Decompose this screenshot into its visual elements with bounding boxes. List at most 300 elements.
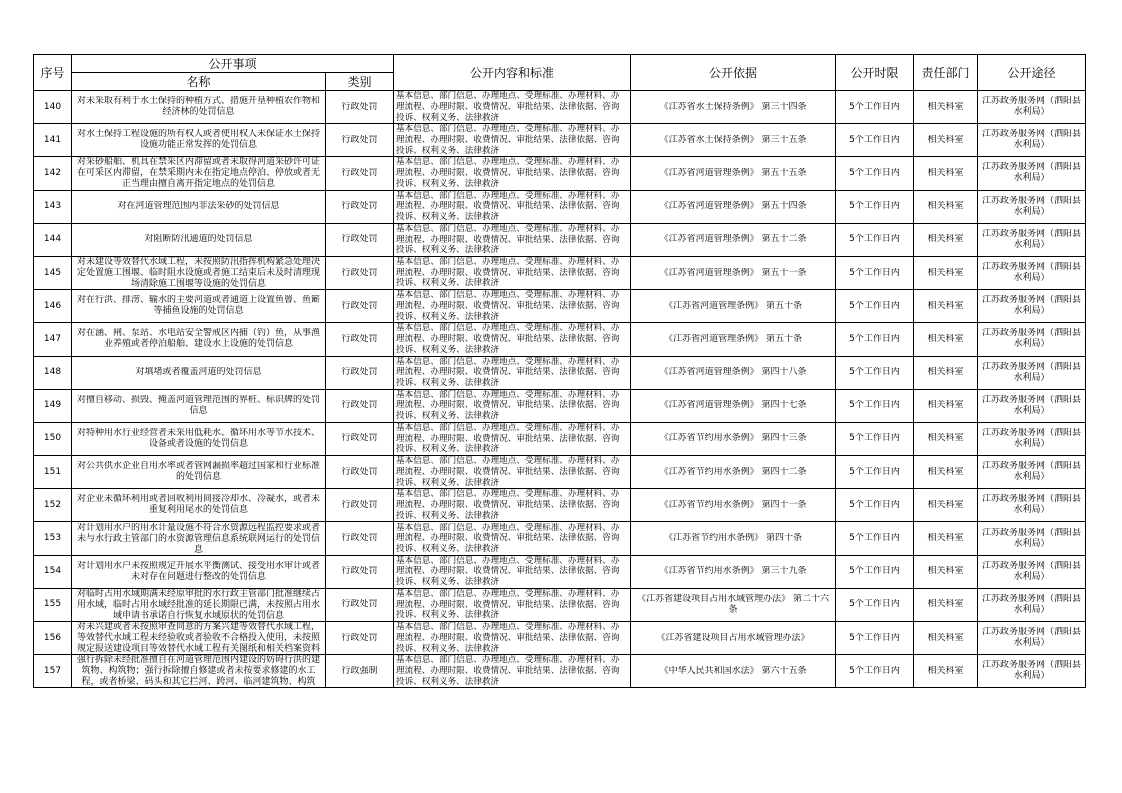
row-dept-cell [914, 588, 978, 621]
row-basis-cell [631, 91, 836, 124]
table-row [34, 588, 1086, 621]
row-channel-cell [978, 655, 1086, 688]
row-dept: 相关科室 [927, 167, 964, 178]
row-content: 基本信息、部门信息、办理地点、受理标准、办理材料、办理流程、办理时限、收费情况、审批结果、法律依据、咨询投诉、权利义务、法律救济 [396, 223, 620, 256]
row-content-cell [394, 190, 631, 223]
row-dept-cell [914, 157, 978, 190]
row-channel-cell [978, 91, 1086, 124]
row-channel-cell [978, 124, 1086, 157]
row-dept-cell [914, 655, 978, 688]
row-seq: 150 [43, 433, 62, 444]
row-basis-cell [631, 422, 836, 455]
row-channel-cell [978, 489, 1086, 522]
row-channel-cell [978, 456, 1086, 489]
row-content-cell [394, 555, 631, 588]
row-time-cell [836, 290, 914, 323]
row-dept: 相关科室 [927, 333, 964, 344]
row-seq-cell [34, 555, 72, 588]
row-name-cell [72, 456, 326, 489]
row-content-cell [394, 522, 631, 555]
row-channel-cell [978, 190, 1086, 223]
row-time: 5个工作日内 [849, 632, 900, 643]
row-channel-cell [978, 157, 1086, 190]
row-time-cell [836, 256, 914, 289]
row-seq-cell [34, 124, 72, 157]
row-channel-cell [978, 290, 1086, 323]
row-category-cell [326, 157, 394, 190]
row-content: 基本信息、部门信息、办理地点、受理标准、办理材料、办理流程、办理时限、收费情况、审批结果、法律依据、咨询投诉、权利义务、法律救济 [396, 356, 620, 388]
row-time-cell [836, 422, 914, 455]
row-name: 对企业未循环利用或者回收利用间接冷却水、冷凝水，或者未重复利用尾水的处罚信息 [76, 494, 320, 516]
row-seq-cell [34, 588, 72, 621]
row-name-cell [72, 588, 326, 621]
disclosure-table [33, 54, 1086, 688]
row-channel: 江苏政务服务网（泗阳县水利局） [982, 660, 1082, 682]
row-name-cell [72, 389, 326, 422]
row-category-cell [326, 555, 394, 588]
row-basis: 《江苏省河道管理条例》 第五十一条 [659, 267, 807, 278]
row-name-cell [72, 91, 326, 124]
row-basis: 《江苏省节约用水条例》 第四十条 [664, 533, 802, 544]
row-channel: 江苏政务服务网（泗阳县水利局） [982, 295, 1082, 317]
row-time: 5个工作日内 [849, 400, 900, 411]
table-row [34, 256, 1086, 289]
row-basis-cell [631, 290, 836, 323]
row-category: 行政处罚 [341, 466, 378, 477]
row-name: 对临时占用水域期满未经原审批的水行政主管部门批准继续占用水域，临时占用水域经批准的延长期限已满，未按照占用水域申请书承诺自行恢复水域原状的处罚信息 [76, 588, 320, 621]
row-time: 5个工作日内 [849, 333, 900, 344]
row-content-cell [394, 389, 631, 422]
row-seq-cell [34, 356, 72, 389]
row-channel-cell [978, 422, 1086, 455]
row-name: 对在涵、闸、泵站、水电站安全警戒区内捕（钓）鱼，从事渔业养殖或者停泊船舶、建设水上设施的处罚信息 [76, 328, 320, 350]
row-seq-cell [34, 223, 72, 256]
table-row [34, 323, 1086, 356]
row-dept-cell [914, 356, 978, 389]
row-dept: 相关科室 [927, 267, 964, 278]
row-name: 对未采取有利于水土保持的种植方式、措施开垦种植农作物和经济林的处罚信息 [76, 96, 320, 118]
row-dept: 相关科室 [927, 533, 964, 544]
row-basis-cell [631, 489, 836, 522]
row-channel: 江苏政务服务网（泗阳县水利局） [982, 195, 1082, 217]
row-category: 行政处罚 [341, 267, 378, 278]
row-name: 对特种用水行业经营者未采用低耗水、循环用水等节水技术、设备或者设施的处罚信息 [76, 427, 320, 449]
row-channel-cell [978, 223, 1086, 256]
row-category-cell [326, 124, 394, 157]
row-name: 对在河道管理范围内非法采砂的处罚信息 [117, 201, 280, 212]
row-dept-cell [914, 124, 978, 157]
row-time-cell [836, 223, 914, 256]
row-time-cell [836, 323, 914, 356]
row-channel: 江苏政务服务网（泗阳县水利局） [982, 494, 1082, 516]
row-time: 5个工作日内 [849, 201, 900, 212]
row-name: 对采砂船舶、机具在禁采区内滞留或者未取得河道采砂许可证在可采区内滞留，在禁采期内未在指定地点停泊、停放或者无正当理由擅自离开指定地点的处罚信息 [76, 157, 320, 190]
row-channel-cell [978, 522, 1086, 555]
row-name: 对在行洪、排涝、输水的主要河道或者通道上设置鱼罾、鱼簖等捕鱼设施的处罚信息 [76, 295, 320, 317]
row-category-cell [326, 522, 394, 555]
row-dept-cell [914, 190, 978, 223]
row-seq-cell [34, 422, 72, 455]
row-name-cell [72, 489, 326, 522]
row-basis: 《江苏省建设项目占用水域管理办法》 第二十六条 [637, 593, 829, 615]
row-basis: 《江苏省河道管理条例》 第五十五条 [659, 167, 807, 178]
row-category-cell [326, 655, 394, 688]
row-dept-cell [914, 223, 978, 256]
row-dept-cell [914, 555, 978, 588]
row-basis-cell [631, 622, 836, 655]
row-dept: 相关科室 [927, 566, 964, 577]
row-time-cell [836, 655, 914, 688]
row-dept-cell [914, 290, 978, 323]
row-basis: 《江苏省水土保持条例》 第三十四条 [659, 101, 807, 112]
row-time: 5个工作日内 [849, 234, 900, 245]
row-dept: 相关科室 [927, 466, 964, 477]
row-channel: 江苏政务服务网（泗阳县水利局） [982, 328, 1082, 350]
row-name-cell [72, 555, 326, 588]
row-category: 行政处罚 [341, 201, 378, 212]
table-row [34, 190, 1086, 223]
row-category: 行政处罚 [341, 300, 378, 311]
row-name: 强行拆除未经批准擅自在河道管理范围内建设的妨碍行洪的建筑物、构筑物；强行拆除擅自修建或者未按要求修建的水工程，或者桥梁、码头和其它拦河、跨河、临河建筑物、构筑 [76, 655, 320, 688]
row-category: 行政处罚 [341, 433, 378, 444]
row-category-cell [326, 422, 394, 455]
row-time-cell [836, 91, 914, 124]
row-time-cell [836, 124, 914, 157]
row-dept-cell [914, 489, 978, 522]
row-basis-cell [631, 655, 836, 688]
row-dept: 相关科室 [927, 134, 964, 145]
row-channel-cell [978, 622, 1086, 655]
table-row [34, 356, 1086, 389]
row-dept: 相关科室 [927, 665, 964, 676]
row-channel: 江苏政务服务网（泗阳县水利局） [982, 162, 1082, 184]
row-category: 行政处罚 [341, 367, 378, 378]
row-category: 行政处罚 [341, 134, 378, 145]
row-content: 基本信息、部门信息、办理地点、受理标准、办理材料、办理流程、办理时限、收费情况、审批结果、法律依据、咨询投诉、权利义务、法律救济 [396, 622, 620, 654]
table-row [34, 522, 1086, 555]
row-content: 基本信息、部门信息、办理地点、受理标准、办理材料、办理流程、办理时限、收费情况、审批结果、法律依据、咨询投诉、权利义务、法律救济 [396, 323, 620, 355]
header-time: 公开时限 [836, 55, 914, 91]
row-time-cell [836, 456, 914, 489]
row-content-cell [394, 655, 631, 688]
row-seq-cell [34, 190, 72, 223]
row-category-cell [326, 323, 394, 356]
row-basis-cell [631, 323, 836, 356]
table-row [34, 555, 1086, 588]
table-row [34, 655, 1086, 688]
row-time: 5个工作日内 [849, 167, 900, 178]
table-row [34, 290, 1086, 323]
row-basis-cell [631, 555, 836, 588]
row-time-cell [836, 522, 914, 555]
row-content-cell [394, 323, 631, 356]
row-name-cell [72, 522, 326, 555]
row-content: 基本信息、部门信息、办理地点、受理标准、办理材料、办理流程、办理时限、收费情况、审批结果、法律依据、咨询投诉、权利义务、法律救济 [396, 257, 620, 289]
row-name-cell [72, 157, 326, 190]
header-public-item: 公开事项 [72, 55, 394, 73]
header-category: 类别 [326, 73, 394, 91]
row-category: 行政处罚 [341, 101, 378, 112]
row-dept: 相关科室 [927, 499, 964, 510]
row-name-cell [72, 622, 326, 655]
row-seq-cell [34, 290, 72, 323]
row-category-cell [326, 588, 394, 621]
row-basis: 《江苏省水土保持条例》 第三十五条 [659, 134, 807, 145]
row-content: 基本信息、部门信息、办理地点、受理标准、办理材料、办理流程、办理时限、收费情况、审批结果、法律依据、咨询投诉、权利义务、法律救济 [396, 456, 620, 488]
header-name: 名称 [72, 73, 326, 91]
table-row [34, 124, 1086, 157]
row-basis: 《江苏省河道管理条例》 第四十七条 [659, 400, 807, 411]
row-seq: 143 [43, 201, 62, 212]
row-time-cell [836, 555, 914, 588]
row-channel: 江苏政务服务网（泗阳县水利局） [982, 593, 1082, 615]
row-dept-cell [914, 456, 978, 489]
row-name: 对填堵或者覆盖河道的处罚信息 [135, 367, 262, 378]
row-dept: 相关科室 [927, 234, 964, 245]
row-channel-cell [978, 588, 1086, 621]
table-row [34, 91, 1086, 124]
row-seq: 141 [43, 134, 62, 145]
row-dept: 相关科室 [927, 101, 964, 112]
row-seq: 152 [43, 499, 62, 510]
row-seq: 156 [43, 632, 62, 643]
row-time: 5个工作日内 [849, 101, 900, 112]
row-content-cell [394, 290, 631, 323]
row-name-cell [72, 256, 326, 289]
row-dept: 相关科室 [927, 400, 964, 411]
row-content-cell [394, 256, 631, 289]
row-content: 基本信息、部门信息、办理地点、受理标准、办理材料、办理流程、办理时限、收费情况、审批结果、法律依据、咨询投诉、权利义务、法律救济 [396, 157, 620, 189]
row-dept-cell [914, 622, 978, 655]
row-seq: 145 [43, 267, 62, 278]
row-channel: 江苏政务服务网（泗阳县水利局） [982, 627, 1082, 649]
row-content: 基本信息、部门信息、办理地点、受理标准、办理材料、办理流程、办理时限、收费情况、审批结果、法律依据、咨询投诉、权利义务、法律救济 [396, 655, 620, 687]
row-basis: 《中华人民共和国水法》 第六十五条 [659, 665, 807, 676]
row-seq-cell [34, 323, 72, 356]
row-seq: 140 [43, 101, 62, 112]
row-seq: 151 [43, 466, 62, 477]
row-category: 行政处罚 [341, 400, 378, 411]
row-time: 5个工作日内 [849, 267, 900, 278]
row-content-cell [394, 422, 631, 455]
row-category-cell [326, 91, 394, 124]
row-category-cell [326, 622, 394, 655]
row-content-cell [394, 456, 631, 489]
row-basis-cell [631, 356, 836, 389]
table-row [34, 622, 1086, 655]
row-time: 5个工作日内 [849, 533, 900, 544]
row-seq-cell [34, 622, 72, 655]
row-dept-cell [914, 389, 978, 422]
row-category: 行政处罚 [341, 333, 378, 344]
row-seq-cell [34, 157, 72, 190]
row-content-cell [394, 356, 631, 389]
row-channel: 江苏政务服务网（泗阳县水利局） [982, 96, 1082, 118]
row-channel-cell [978, 356, 1086, 389]
row-basis: 《江苏省节约用水条例》 第四十一条 [659, 499, 807, 510]
row-seq-cell [34, 522, 72, 555]
row-dept: 相关科室 [927, 599, 964, 610]
row-basis-cell [631, 190, 836, 223]
row-basis: 《江苏省建设项目占用水域管理办法》 [656, 632, 810, 643]
header-channel: 公开途径 [978, 55, 1086, 91]
row-content: 基本信息、部门信息、办理地点、受理标准、办理材料、办理流程、办理时限、收费情况、审批结果、法律依据、咨询投诉、权利义务、法律救济 [396, 389, 620, 422]
row-dept-cell [914, 323, 978, 356]
row-category-cell [326, 456, 394, 489]
row-basis-cell [631, 223, 836, 256]
row-name: 对阻断防汛通道的处罚信息 [144, 234, 253, 245]
table-row [34, 489, 1086, 522]
header-content: 公开内容和标准 [394, 55, 631, 91]
row-time-cell [836, 157, 914, 190]
row-basis: 《江苏省节约用水条例》 第四十三条 [659, 433, 807, 444]
row-basis-cell [631, 522, 836, 555]
row-dept: 相关科室 [927, 367, 964, 378]
row-content: 基本信息、部门信息、办理地点、受理标准、办理材料、办理流程、办理时限、收费情况、审批结果、法律依据、咨询投诉、权利义务、法律救济 [396, 124, 620, 156]
row-content: 基本信息、部门信息、办理地点、受理标准、办理材料、办理流程、办理时限、收费情况、审批结果、法律依据、咨询投诉、权利义务、法律救济 [396, 422, 620, 455]
row-basis-cell [631, 124, 836, 157]
row-seq-cell [34, 389, 72, 422]
row-category: 行政强制 [341, 665, 378, 676]
row-channel: 江苏政务服务网（泗阳县水利局） [982, 262, 1082, 284]
row-seq: 157 [43, 665, 62, 676]
row-content: 基本信息、部门信息、办理地点、受理标准、办理材料、办理流程、办理时限、收费情况、审批结果、法律依据、咨询投诉、权利义务、法律救济 [396, 555, 620, 588]
row-seq-cell [34, 655, 72, 688]
row-time-cell [836, 622, 914, 655]
row-content-cell [394, 91, 631, 124]
row-name: 对未建设等效替代水域工程，未按照防汛指挥机构紧急处理决定处置施工围堰、临时阻水设施或者施工结束后未及时清理现场清除施工围堰等设施的处罚信息 [76, 257, 320, 290]
row-basis-cell [631, 389, 836, 422]
row-time: 5个工作日内 [849, 599, 900, 610]
row-category: 行政处罚 [341, 234, 378, 245]
row-seq-cell [34, 256, 72, 289]
row-basis: 《江苏省河道管理条例》 第五十条 [664, 333, 802, 344]
row-seq: 146 [43, 300, 62, 311]
row-dept-cell [914, 256, 978, 289]
row-dept-cell [914, 91, 978, 124]
row-dept: 相关科室 [927, 201, 964, 212]
table-row [34, 389, 1086, 422]
row-name: 对计划用水户的用水计量设施不符合水资源远程监控要求或者未与水行政主管部门的水资源管理信息系统联网运行的处罚信息 [76, 522, 320, 555]
row-basis-cell [631, 456, 836, 489]
row-channel: 江苏政务服务网（泗阳县水利局） [982, 427, 1082, 449]
row-category: 行政处罚 [341, 533, 378, 544]
row-category: 行政处罚 [341, 599, 378, 610]
row-channel-cell [978, 323, 1086, 356]
row-basis: 《江苏省河道管理条例》 第五十二条 [659, 234, 807, 245]
row-basis-cell [631, 588, 836, 621]
row-basis: 《江苏省河道管理条例》 第四十八条 [659, 367, 807, 378]
row-content: 基本信息、部门信息、办理地点、受理标准、办理材料、办理流程、办理时限、收费情况、审批结果、法律依据、咨询投诉、权利义务、法律救济 [396, 290, 620, 322]
row-content: 基本信息、部门信息、办理地点、受理标准、办理材料、办理流程、办理时限、收费情况、审批结果、法律依据、咨询投诉、权利义务、法律救济 [396, 489, 620, 521]
table-row [34, 157, 1086, 190]
row-channel: 江苏政务服务网（泗阳县水利局） [982, 394, 1082, 416]
row-basis-cell [631, 157, 836, 190]
row-time: 5个工作日内 [849, 665, 900, 676]
row-seq: 155 [43, 599, 62, 610]
row-name-cell [72, 290, 326, 323]
row-content-cell [394, 622, 631, 655]
row-seq: 142 [43, 167, 62, 178]
row-name: 对擅自移动、损毁、掩盖河道管理范围的界桩、标识牌的处罚信息 [76, 394, 320, 416]
row-channel: 江苏政务服务网（泗阳县水利局） [982, 361, 1082, 383]
row-seq: 153 [43, 533, 62, 544]
row-name: 对计划用水户未按照规定开展水平衡测试、接受用水审计或者未对存在问题进行整改的处罚信息 [76, 560, 320, 582]
row-time: 5个工作日内 [849, 367, 900, 378]
row-time: 5个工作日内 [849, 566, 900, 577]
row-basis: 《江苏省节约用水条例》 第三十九条 [659, 566, 807, 577]
row-content: 基本信息、部门信息、办理地点、受理标准、办理材料、办理流程、办理时限、收费情况、审批结果、法律依据、咨询投诉、权利义务、法律救济 [396, 190, 620, 223]
row-time-cell [836, 356, 914, 389]
row-category-cell [326, 489, 394, 522]
row-category-cell [326, 356, 394, 389]
row-seq: 148 [43, 367, 62, 378]
row-dept: 相关科室 [927, 433, 964, 444]
row-content-cell [394, 124, 631, 157]
row-name-cell [72, 323, 326, 356]
row-category: 行政处罚 [341, 566, 378, 577]
row-category-cell [326, 223, 394, 256]
header-dept: 责任部门 [914, 55, 978, 91]
row-name: 对公共供水企业自用水率或者管网漏损率超过国家和行业标准的处罚信息 [76, 461, 320, 483]
row-dept: 相关科室 [927, 632, 964, 643]
row-channel: 江苏政务服务网（泗阳县水利局） [982, 461, 1082, 483]
row-category: 行政处罚 [341, 499, 378, 510]
row-channel-cell [978, 555, 1086, 588]
row-name: 对未兴建或者未按照审查同意的方案兴建等效替代水域工程，等效替代水域工程未经验收或者验收不合格投入使用，未按照规定报送建设项目等效替代水域工程有关图纸和相关档案资料 [76, 622, 320, 655]
row-time-cell [836, 190, 914, 223]
row-category-cell [326, 256, 394, 289]
row-channel: 江苏政务服务网（泗阳县水利局） [982, 129, 1082, 151]
row-seq: 149 [43, 400, 62, 411]
row-name-cell [72, 124, 326, 157]
row-channel: 江苏政务服务网（泗阳县水利局） [982, 228, 1082, 250]
table-row [34, 223, 1086, 256]
row-name: 对水土保持工程设施的所有权人或者使用权人未保证水土保持设施功能正常发挥的处罚信息 [76, 129, 320, 151]
row-seq-cell [34, 489, 72, 522]
row-time: 5个工作日内 [849, 433, 900, 444]
row-content: 基本信息、部门信息、办理地点、受理标准、办理材料、办理流程、办理时限、收费情况、审批结果、法律依据、咨询投诉、权利义务、法律救济 [396, 588, 620, 621]
row-time-cell [836, 389, 914, 422]
row-channel-cell [978, 256, 1086, 289]
row-seq: 147 [43, 333, 62, 344]
row-name-cell [72, 356, 326, 389]
row-content: 基本信息、部门信息、办理地点、受理标准、办理材料、办理流程、办理时限、收费情况、审批结果、法律依据、咨询投诉、权利义务、法律救济 [396, 91, 620, 123]
header-seq: 序号 [34, 55, 72, 91]
table-row [34, 456, 1086, 489]
row-category-cell [326, 389, 394, 422]
row-time: 5个工作日内 [849, 466, 900, 477]
row-seq: 154 [43, 566, 62, 577]
row-name-cell [72, 422, 326, 455]
row-content-cell [394, 489, 631, 522]
row-seq-cell [34, 91, 72, 124]
row-time: 5个工作日内 [849, 300, 900, 311]
row-dept-cell [914, 422, 978, 455]
row-content: 基本信息、部门信息、办理地点、受理标准、办理材料、办理流程、办理时限、收费情况、审批结果、法律依据、咨询投诉、权利义务、法律救济 [396, 522, 620, 554]
row-basis: 《江苏省河道管理条例》 第五十条 [664, 300, 802, 311]
row-content-cell [394, 588, 631, 621]
row-dept: 相关科室 [927, 300, 964, 311]
row-category-cell [326, 190, 394, 223]
row-content-cell [394, 157, 631, 190]
row-name-cell [72, 655, 326, 688]
row-basis: 《江苏省河道管理条例》 第五十四条 [659, 201, 807, 212]
row-dept-cell [914, 522, 978, 555]
row-name-cell [72, 190, 326, 223]
header-basis: 公开依据 [631, 55, 836, 91]
row-channel: 江苏政务服务网（泗阳县水利局） [982, 527, 1082, 549]
